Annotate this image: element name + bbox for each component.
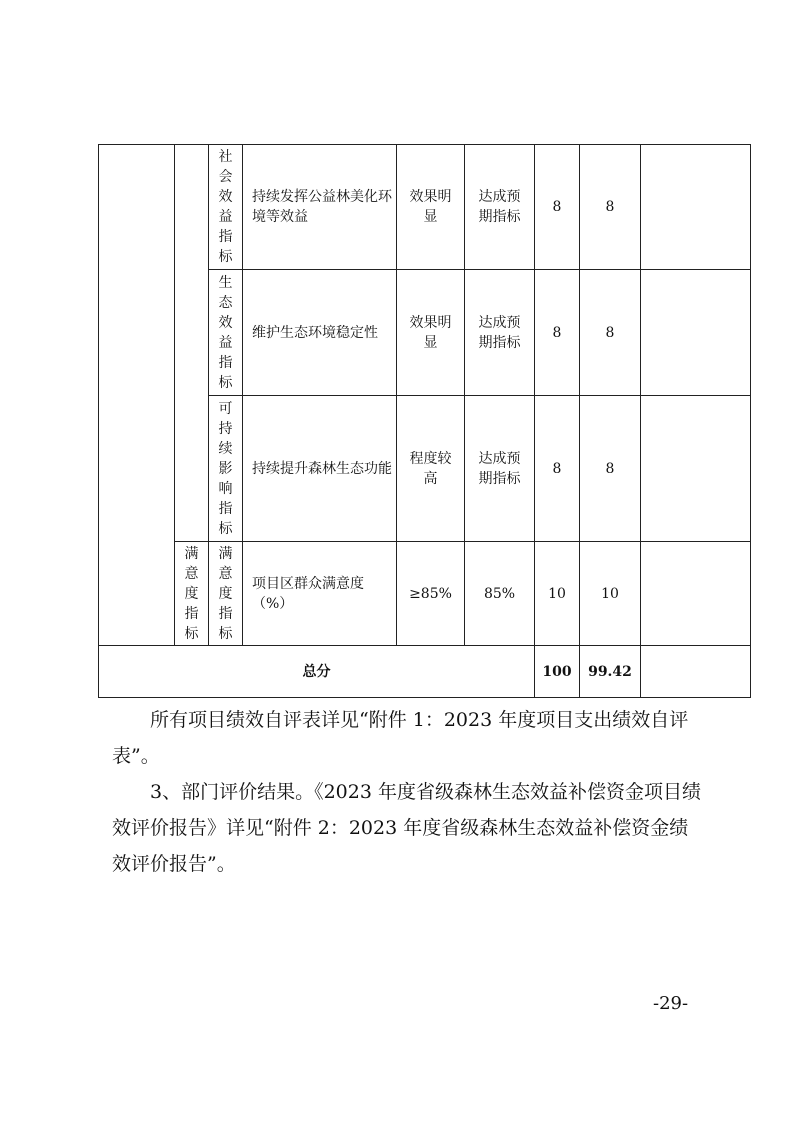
actual-cell: 达成预期指标	[465, 145, 535, 270]
weight-cell: 10	[535, 542, 580, 646]
actual-cell: 达成预期指标	[465, 270, 535, 396]
target-cell: 程度较高	[397, 396, 465, 542]
target-cell: ≥85%	[397, 542, 465, 646]
total-label: 总分	[99, 646, 535, 698]
total-row	[99, 646, 751, 698]
evaluation-paragraph: 3、部门评价结果。《2023 年度省级森林生态效益补偿资金项目绩效评价报告》详见“附件 2：2023 年度省级森林生态效益补偿资金绩效评价报告”。	[112, 781, 701, 875]
total-note	[641, 646, 751, 698]
level2-cell: 满 意 度 指 标	[175, 542, 209, 646]
level1-cell	[99, 145, 175, 646]
level3-cell: 可 持 续 影 响 指 标	[209, 396, 243, 542]
score-cell: 8	[580, 396, 641, 542]
note-cell	[641, 145, 751, 270]
indicator-cell: 项目区群众满意度（%）	[243, 542, 397, 646]
level2-cell	[175, 145, 209, 542]
table-row	[99, 145, 751, 270]
table-row	[99, 542, 751, 646]
page-number: -29-	[653, 993, 689, 1014]
indicator-cell: 持续提升森林生态功能	[243, 396, 397, 542]
note-cell	[641, 542, 751, 646]
indicator-cell: 持续发挥公益林美化环境等效益	[243, 145, 397, 270]
target-cell: 效果明显	[397, 145, 465, 270]
appendix-paragraph: 所有项目绩效自评表详见“附件 1：2023 年度项目支出绩效自评表”。	[112, 709, 689, 767]
score-cell: 8	[580, 270, 641, 396]
total-score: 99.42	[580, 646, 641, 698]
score-cell: 10	[580, 542, 641, 646]
level3-cell: 社 会 效 益 指 标	[209, 145, 243, 270]
actual-cell: 85%	[465, 542, 535, 646]
total-weight: 100	[535, 646, 580, 698]
target-cell: 效果明显	[397, 270, 465, 396]
performance-table	[98, 144, 751, 698]
weight-cell: 8	[535, 270, 580, 396]
weight-cell: 8	[535, 396, 580, 542]
indicator-cell: 维护生态环境稳定性	[243, 270, 397, 396]
level3-cell: 满 意 度 指 标	[209, 542, 243, 646]
level3-cell: 生 态 效 益 指 标	[209, 270, 243, 396]
note-cell	[641, 396, 751, 542]
note-cell	[641, 270, 751, 396]
score-cell: 8	[580, 145, 641, 270]
weight-cell: 8	[535, 145, 580, 270]
actual-cell: 达成预期指标	[465, 396, 535, 542]
